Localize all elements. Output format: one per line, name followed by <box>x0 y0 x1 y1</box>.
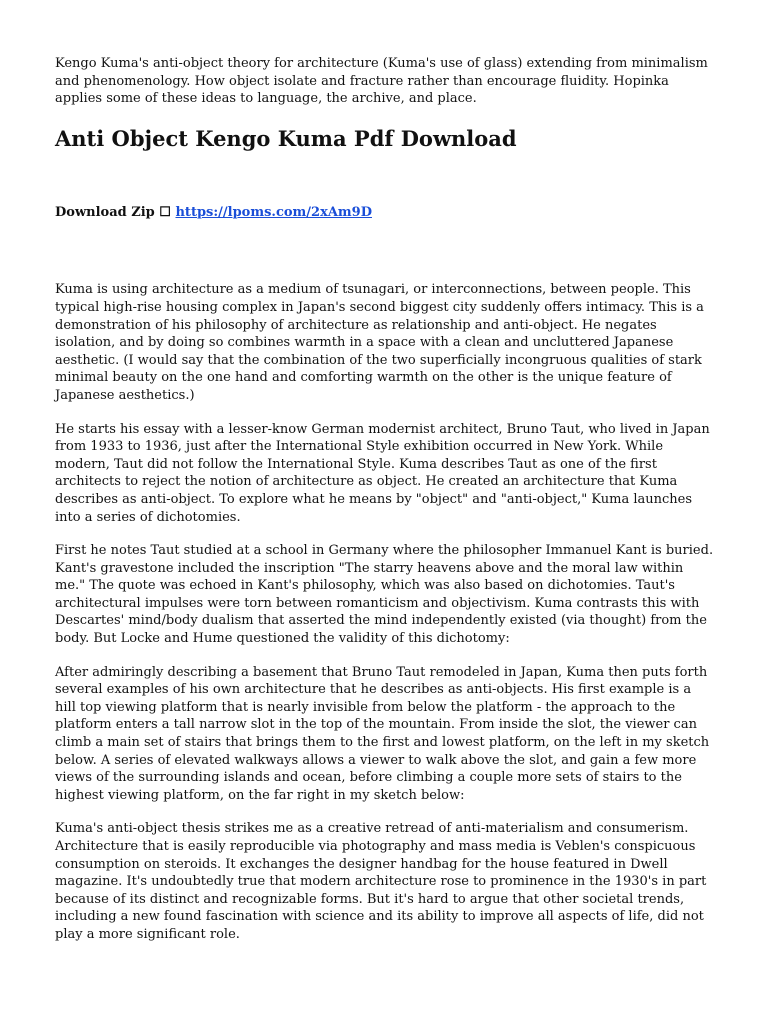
body-paragraph-5: Kuma's anti-object thesis strikes me as a creative retread of anti-materialism and consumerism. Architecture that is easily reproducible via photography and mass media is Veblen's conspicuous consumption on steroids. It exchanges the designer handbag for the house featured in Dwell magazine. It's undoubtedly true that modern architecture rose to prominence in the 1930's in part because of its distinct and recognizable forms. But it's hard to argue that other societal trends, including a new found fascination with science and its ability to improve all aspects of life, did not play a more significant role. <box>55 821 707 942</box>
missing-glyph-icon: ☐ <box>159 204 171 220</box>
download-link[interactable]: https://lpoms.com/2xAm9D <box>175 204 372 220</box>
page-title: Anti Object Kengo Kuma Pdf Download <box>55 125 517 151</box>
document-page <box>55 55 715 960</box>
intro-paragraph: Kengo Kuma's anti-object theory for architecture (Kuma's use of glass) extending from minimalism and phenomenology. How object isolate and fracture rather than encourage fluidity. Hopinka applies some of these ideas to language, the archive, and place. <box>55 56 708 107</box>
body-paragraph-3: First he notes Taut studied at a school in Germany where the philosopher Immanuel Kant is buried. Kant's gravestone included the inscription "The starry heavens above and the moral law within me." The quote was echoed in Kant's philosophy, which was also based on dichotomies. Taut's architectural impulses were torn between romanticism and objectivism. Kuma contrasts this with Descartes' mind/body dualism that asserted the mind independently existed (via thought) from the body. But Locke and Hume questioned the validity of this dichotomy: <box>55 543 714 647</box>
body-paragraph-1: Kuma is using architecture as a medium of tsunagari, or interconnections, between people. This typical high-rise housing complex in Japan's second biggest city suddenly offers intimacy. This is a demonstration of his philosophy of architecture as relationship and anti-object. He negates isolation, and by doing so combines warmth in a space with a clean and uncluttered Japanese aesthetic. (I would say that the combination of the two superficially incongruous qualities of stark minimal beauty on the one hand and comforting warmth on the other is the unique feature of Japanese aesthetics.) <box>55 282 704 403</box>
body-paragraph-2: He starts his essay with a lesser-know German modernist architect, Bruno Taut, who lived in Japan from 1933 to 1936, just after the International Style exhibition occurred in New York. While modern, Taut did not follow the International Style. Kuma describes Taut as one of the first architects to reject the notion of architecture as object. He created an architecture that Kuma describes as anti-object. To explore what he means by "object" and "anti-object," Kuma launches into a series of dichotomies. <box>55 421 710 525</box>
body-paragraph-4: After admiringly describing a basement that Bruno Taut remodeled in Japan, Kuma then puts forth several examples of his own architecture that he describes as anti-objects. His first example is a hill top viewing platform that is nearly invisible from below the platform - the approach to the platform enters a tall narrow slot in the top of the mountain. From inside the slot, the viewer can climb a main set of stairs that brings them to the first and lowest platform, on the left in my sketch below. A series of elevated walkways allows a viewer to walk above the slot, and gain a few more views of the surrounding islands and ocean, before climbing a couple more sets of stairs to the highest viewing platform, on the far right in my sketch below: <box>55 664 710 803</box>
download-line <box>55 204 715 222</box>
download-label: Download Zip <box>55 204 155 220</box>
